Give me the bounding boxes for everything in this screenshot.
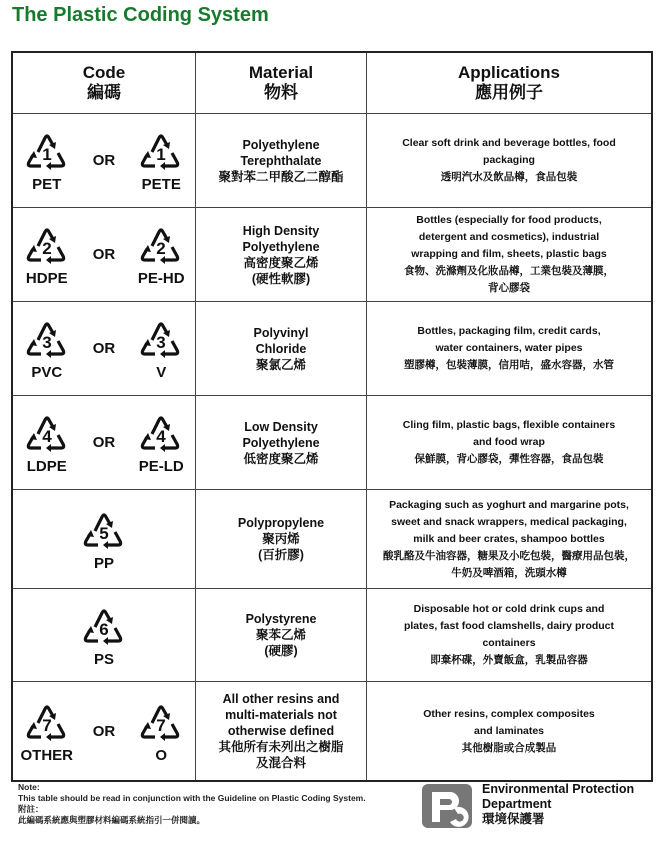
resin-abbreviation: PS bbox=[93, 650, 114, 668]
resin-abbreviation: PVC bbox=[31, 364, 63, 381]
resin-symbol bbox=[15, 410, 79, 475]
applications-cell bbox=[367, 114, 653, 208]
table-row bbox=[12, 208, 652, 302]
recycling-triangle-icon bbox=[19, 316, 75, 364]
application-line: 即棄杯碟，外賣飯盒，乳製品容器 bbox=[430, 654, 588, 666]
resin-abbreviation: O bbox=[155, 746, 168, 764]
recycling-triangle-icon bbox=[133, 128, 189, 176]
material-line: Polyethylene bbox=[242, 137, 320, 152]
epd-name-line1: Environmental Protection bbox=[482, 782, 635, 796]
material-line: Polypropylene bbox=[237, 516, 325, 530]
table-row bbox=[12, 682, 652, 782]
header-material-en: Material bbox=[248, 63, 314, 82]
material-line: (硬性軟膠) bbox=[251, 271, 311, 286]
resin-code-number: 6 bbox=[99, 619, 109, 639]
epd-name-zh: 環境保護署 bbox=[482, 812, 545, 826]
application-line: and laminates bbox=[473, 724, 545, 737]
material-cell bbox=[196, 682, 367, 782]
applications-cell bbox=[367, 682, 653, 782]
recycling-triangle-icon bbox=[19, 128, 75, 176]
header-row bbox=[12, 52, 652, 114]
material-line: 及混合料 bbox=[255, 756, 306, 770]
recycling-triangle-icon bbox=[133, 222, 189, 270]
table-row bbox=[12, 490, 652, 589]
resin-abbreviation: LDPE bbox=[26, 458, 67, 475]
header-applications bbox=[367, 52, 653, 114]
resin-abbreviation: HDPE bbox=[25, 270, 68, 287]
resin-symbol bbox=[129, 410, 193, 475]
recycling-triangle-icon bbox=[133, 410, 189, 458]
table-row bbox=[12, 396, 652, 490]
material-line: Polyethylene bbox=[242, 239, 320, 254]
application-line: sweet and snack wrappers, medical packaging, bbox=[391, 515, 627, 528]
note-label-zh: 附註： bbox=[18, 804, 44, 814]
application-line: 其他樹脂或合成製品 bbox=[461, 741, 557, 754]
application-line: wrapping and film, sheets, plastic bags bbox=[411, 248, 607, 260]
resin-abbreviation: OTHER bbox=[20, 746, 73, 764]
recycling-triangle-icon bbox=[76, 603, 132, 651]
header-code bbox=[12, 52, 196, 114]
header-applications-en: Applications bbox=[457, 63, 560, 82]
application-line: 牛奶及啤酒箱，洗頭水樽 bbox=[451, 566, 567, 579]
material-line: Chloride bbox=[255, 341, 307, 356]
resin-abbreviation: PE-HD bbox=[137, 270, 185, 287]
application-line: Bottles, packaging film, credit cards, bbox=[417, 325, 601, 337]
resin-abbreviation: PE-LD bbox=[138, 458, 184, 475]
material-line: High Density bbox=[242, 223, 320, 238]
applications-cell bbox=[367, 208, 653, 302]
code-cell bbox=[12, 490, 196, 589]
application-line: Clear soft drink and beverage bottles, food bbox=[402, 137, 616, 149]
material-line: Polyethylene bbox=[242, 435, 320, 450]
resin-symbol bbox=[129, 699, 193, 764]
resin-symbol bbox=[129, 128, 193, 193]
resin-symbol bbox=[15, 316, 79, 381]
note-text-zh: 此編碼系統應與塑膠材料編碼系統指引一併閱讀。 bbox=[18, 815, 206, 825]
application-line: Cling film, plastic bags, flexible containers bbox=[402, 419, 616, 431]
resin-abbreviation: PETE bbox=[141, 176, 181, 193]
resin-symbol bbox=[72, 603, 136, 668]
material-line: 高密度聚乙烯 bbox=[243, 255, 319, 270]
epd-name-line2: Department bbox=[482, 797, 552, 811]
material-line: 聚氯乙烯 bbox=[255, 357, 306, 372]
header-code-zh: 編碼 bbox=[87, 83, 121, 102]
table-row bbox=[12, 302, 652, 396]
code-cell bbox=[12, 208, 196, 302]
material-line: (百折膠) bbox=[258, 548, 304, 562]
header-material bbox=[196, 52, 367, 114]
resin-symbol bbox=[129, 222, 193, 287]
resin-abbreviation: V bbox=[156, 364, 167, 381]
application-line: 背心膠袋 bbox=[488, 282, 530, 294]
material-line: otherwise defined bbox=[227, 724, 335, 738]
application-line: water containers, water pipes bbox=[435, 342, 583, 354]
code-cell bbox=[12, 396, 196, 490]
material-cell bbox=[196, 302, 367, 396]
material-line: 聚苯乙烯 bbox=[255, 628, 306, 642]
material-cell bbox=[196, 490, 367, 589]
resin-code-number: 5 bbox=[99, 523, 109, 543]
application-line: 保鮮膜，背心膠袋，彈性容器，食品包裝 bbox=[414, 453, 604, 465]
application-line: containers bbox=[482, 637, 536, 649]
material-line: multi-materials not bbox=[225, 708, 337, 722]
resin-code-number: 3 bbox=[156, 333, 166, 352]
application-line: Other resins, complex composites bbox=[423, 707, 595, 720]
note-text-en: This table should be read in conjunction with the Guideline on Plastic Coding System. bbox=[18, 793, 366, 803]
resin-code-number: 4 bbox=[156, 427, 166, 446]
resin-symbol bbox=[129, 316, 193, 381]
application-line: 透明汽水及飲品樽，食品包裝 bbox=[440, 171, 578, 183]
header-material-zh: 物料 bbox=[264, 83, 298, 102]
application-line: 塑膠樽，包裝薄膜，信用咭，盛水容器，水管 bbox=[404, 359, 614, 371]
material-line: Low Density bbox=[244, 419, 318, 434]
material-cell bbox=[196, 114, 367, 208]
applications-cell bbox=[367, 490, 653, 589]
material-line: Polystyrene bbox=[245, 612, 317, 626]
or-label: OR bbox=[92, 434, 116, 451]
header-code-en: Code bbox=[82, 63, 126, 82]
page-title: The Plastic Coding System bbox=[12, 4, 269, 26]
or-label: OR bbox=[92, 246, 116, 263]
recycling-triangle-icon bbox=[133, 316, 189, 364]
application-line: 食物、洗滌劑及化妝品樽，工業包裝及薄膜， bbox=[404, 265, 614, 277]
resin-abbreviation: PET bbox=[32, 176, 62, 193]
material-line: 低密度聚乙烯 bbox=[243, 451, 319, 466]
recycling-triangle-icon bbox=[76, 507, 132, 555]
header-applications-zh: 應用例子 bbox=[475, 83, 543, 102]
footnote bbox=[18, 782, 438, 826]
application-line: and food wrap bbox=[473, 436, 545, 448]
resin-symbol bbox=[15, 222, 79, 287]
material-line: 聚丙烯 bbox=[262, 532, 300, 546]
epd-branding bbox=[420, 782, 634, 830]
application-line: plates, fast food clamshells, dairy product bbox=[403, 620, 615, 632]
resin-symbol bbox=[15, 128, 79, 193]
resin-code-number: 1 bbox=[42, 145, 52, 164]
material-cell bbox=[196, 208, 367, 302]
material-line: (硬膠) bbox=[264, 644, 298, 658]
application-line: Packaging such as yoghurt and margarine pots, bbox=[389, 498, 629, 511]
resin-code-number: 7 bbox=[42, 715, 52, 735]
applications-cell bbox=[367, 302, 653, 396]
material-line: 聚對苯二甲酸乙二醇酯 bbox=[218, 169, 344, 184]
material-line: Terephthalate bbox=[240, 153, 322, 168]
resin-abbreviation: PP bbox=[93, 554, 114, 572]
resin-symbol bbox=[15, 699, 79, 764]
table-row bbox=[12, 114, 652, 208]
resin-code-number: 2 bbox=[156, 239, 166, 258]
applications-cell bbox=[367, 396, 653, 490]
epd-logo-icon bbox=[420, 782, 474, 830]
recycling-triangle-icon bbox=[19, 222, 75, 270]
code-cell bbox=[12, 302, 196, 396]
material-line: Polyvinyl bbox=[253, 325, 309, 340]
applications-cell bbox=[367, 589, 653, 682]
code-cell bbox=[12, 682, 196, 782]
application-line: detergent and cosmetics), industrial bbox=[418, 231, 600, 243]
application-line: Disposable hot or cold drink cups and bbox=[413, 603, 605, 615]
application-line: milk and beer crates, shampoo bottles bbox=[413, 532, 605, 545]
material-cell bbox=[196, 396, 367, 490]
resin-code-number: 3 bbox=[42, 333, 52, 352]
application-line: 酸乳酪及牛油容器，糖果及小吃包裝，醫療用品包裝， bbox=[383, 549, 635, 562]
material-line: 其他所有未列出之樹脂 bbox=[218, 740, 344, 754]
resin-code-number: 2 bbox=[42, 239, 52, 258]
material-line: All other resins and bbox=[222, 692, 340, 706]
recycling-triangle-icon bbox=[133, 699, 189, 747]
application-line: packaging bbox=[483, 154, 535, 166]
plastic-coding-table bbox=[11, 51, 653, 782]
recycling-triangle-icon bbox=[19, 410, 75, 458]
resin-code-number: 1 bbox=[156, 145, 166, 164]
material-cell bbox=[196, 589, 367, 682]
note-label-en: Note: bbox=[18, 782, 40, 792]
code-cell bbox=[12, 114, 196, 208]
or-label: OR bbox=[92, 152, 116, 169]
table-row bbox=[12, 589, 652, 682]
application-line: Bottles (especially for food products, bbox=[416, 214, 602, 226]
resin-code-number: 7 bbox=[156, 715, 166, 735]
resin-symbol bbox=[72, 507, 136, 572]
or-label: OR bbox=[92, 722, 116, 740]
recycling-triangle-icon bbox=[19, 699, 75, 747]
or-label: OR bbox=[92, 340, 116, 357]
resin-code-number: 4 bbox=[42, 427, 52, 446]
code-cell bbox=[12, 589, 196, 682]
